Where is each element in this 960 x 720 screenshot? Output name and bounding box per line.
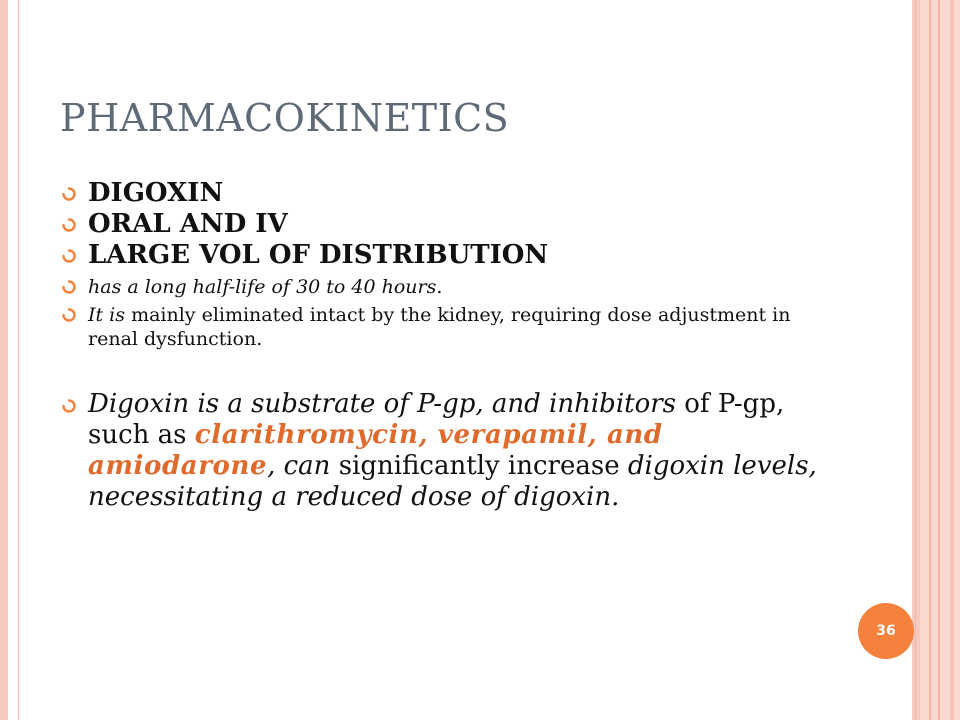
slide-title: PHARMACOKINETICS: [60, 96, 510, 140]
bullet-icon: [62, 218, 76, 232]
bullet-item: [62, 209, 832, 240]
bullet-text: mainly eliminated intact by the kidney, requiring dose adjustment in renal dysfunction.: [88, 304, 791, 350]
decorative-stripes: [920, 0, 960, 720]
page-number-badge: 36: [858, 603, 914, 659]
bullet-text: of P-gp, such as: [88, 389, 785, 450]
stripe-line: [929, 0, 931, 720]
stripe-line: [938, 0, 940, 720]
bullet-text: ORAL AND IV: [88, 209, 288, 239]
bullet-icon: [62, 249, 76, 263]
bullet-text-lead: It is: [88, 304, 126, 326]
bullet-text: has a long half-life of 30 to 40 hours.: [88, 276, 443, 298]
bullet-icon: [62, 399, 76, 413]
drug-names: clarithromycin, verapamil, and amiodarone: [88, 420, 663, 481]
bullet-text: , can: [267, 451, 331, 481]
bullet-item: [62, 240, 832, 271]
bullet-text: DIGOXIN: [88, 178, 224, 208]
bullet-item: [62, 275, 832, 299]
bullet-text: significantly increase: [338, 451, 620, 481]
bullet-text: LARGE VOL OF DISTRIBUTION: [88, 240, 549, 270]
bullet-item: [62, 178, 832, 209]
bullet-list: [62, 178, 832, 513]
bullet-icon: [62, 308, 76, 322]
bullet-item: [62, 389, 832, 513]
bullet-item: [62, 303, 832, 351]
bullet-icon: [62, 280, 76, 294]
bullet-text: digoxin levels, necessitating a reduced dose of digoxin.: [88, 451, 817, 512]
bullet-text: Digoxin is a substrate of P-gp, and inhibitors: [88, 389, 677, 419]
stripe-line: [950, 0, 954, 720]
bullet-icon: [62, 187, 76, 201]
